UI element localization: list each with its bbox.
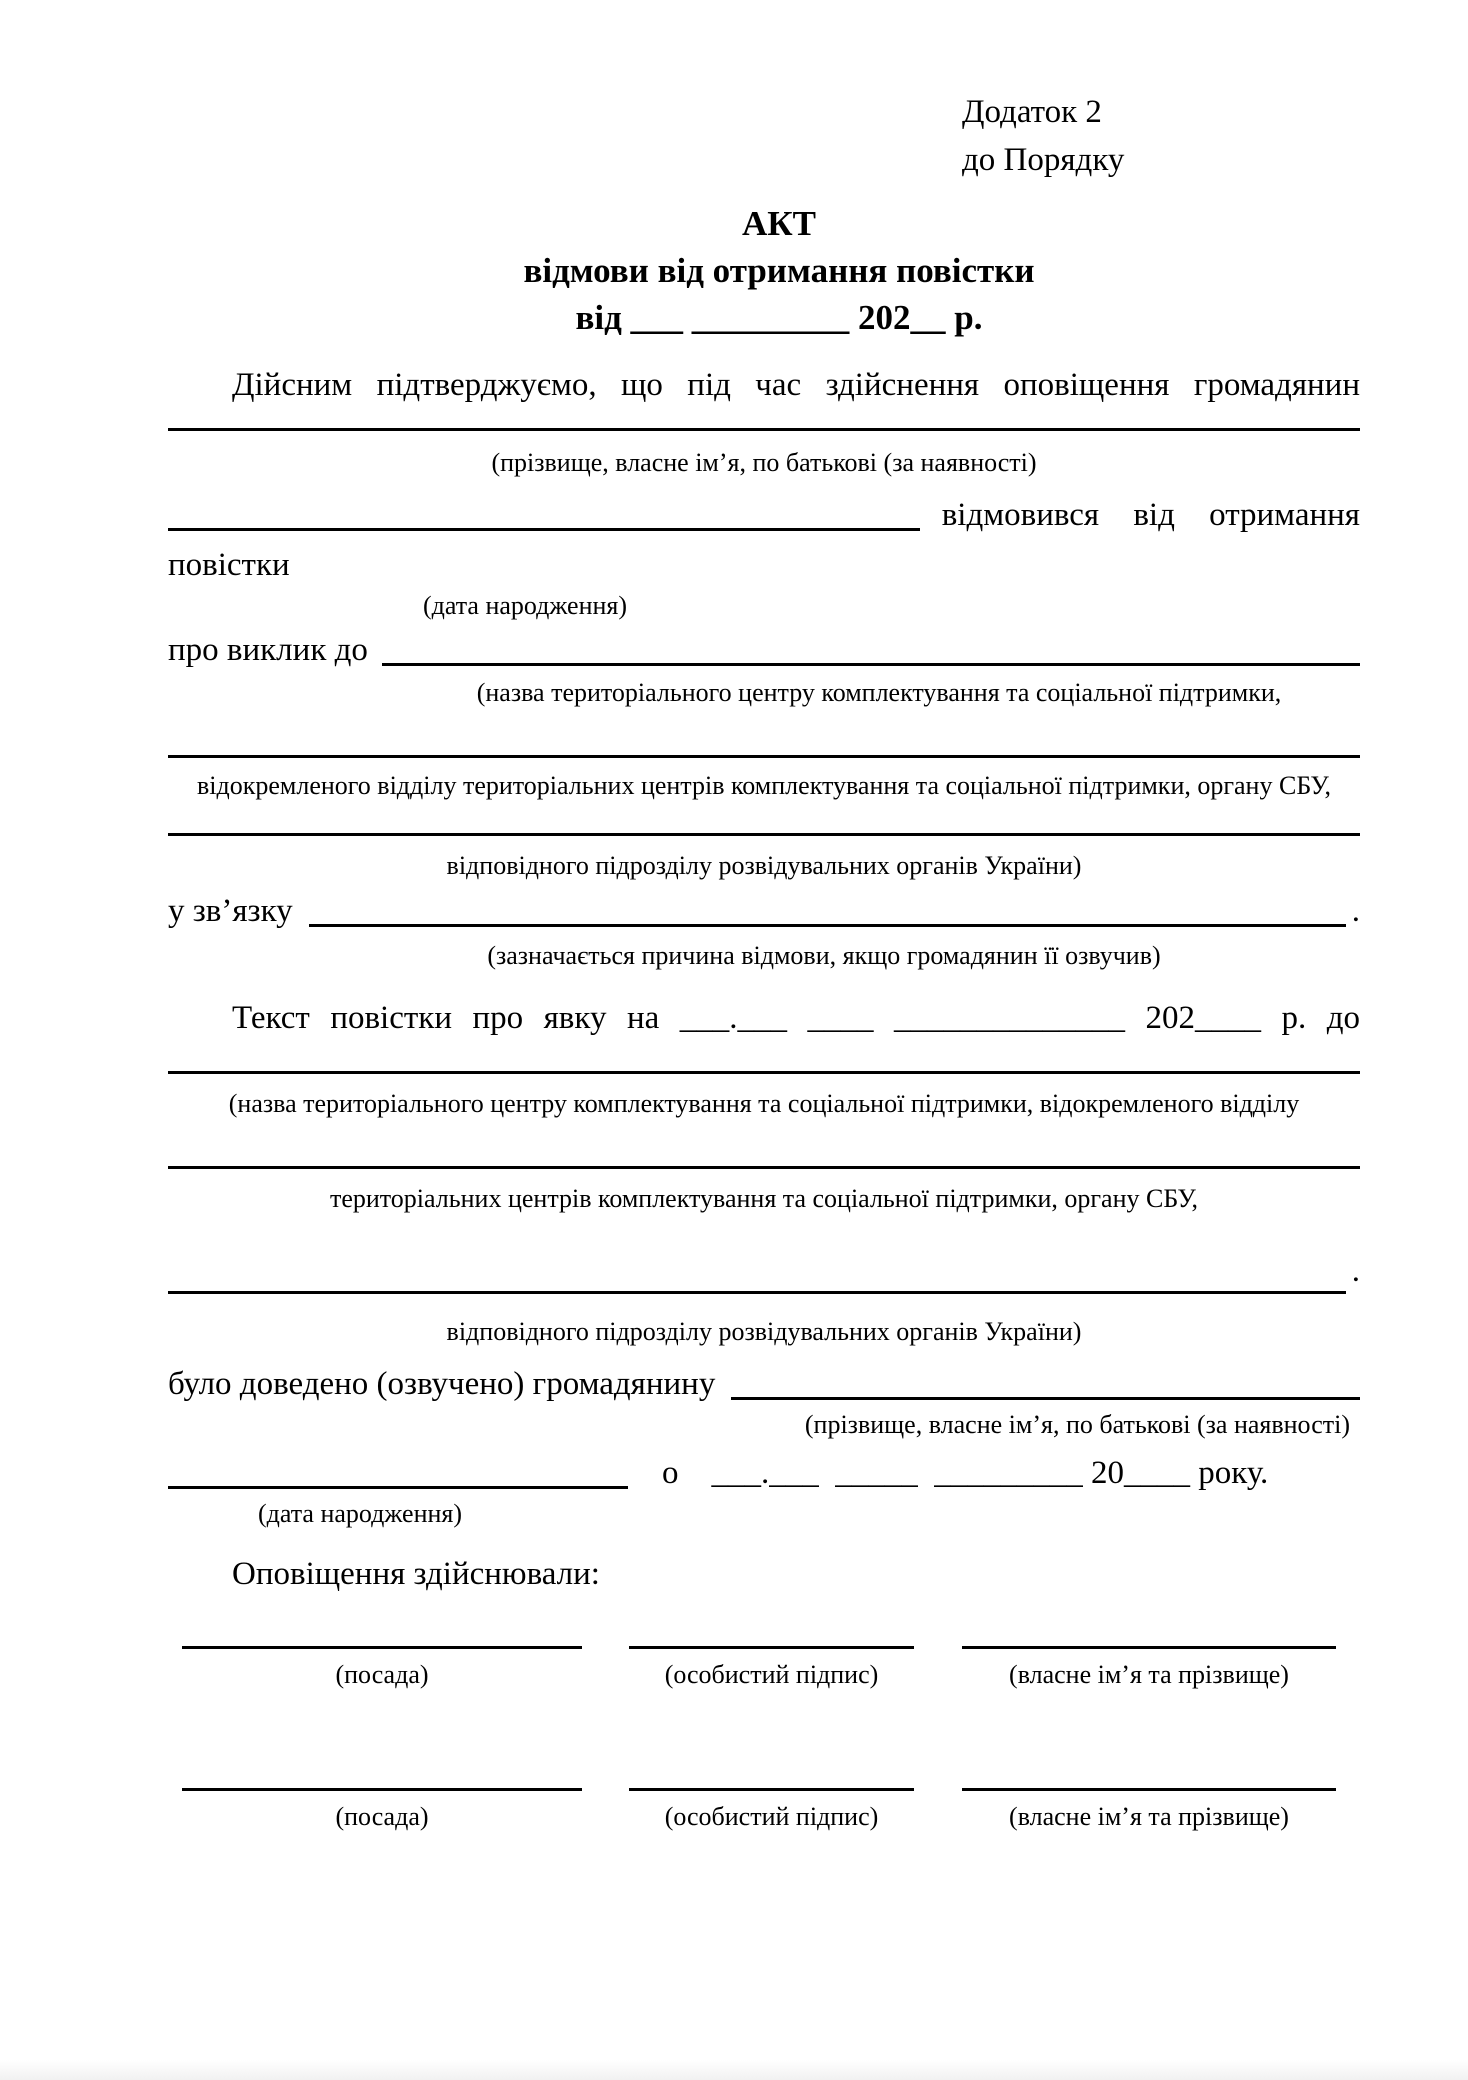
name2-caption: (прізвище, власне ім’я, по батькові (за наявності) bbox=[804, 1410, 1350, 1439]
reason-caption: (зазначається причина відмови, якщо громадянин її озвучив) bbox=[487, 941, 1161, 970]
position-blank-line-1 bbox=[182, 1646, 582, 1649]
tck-caption-2: відокремленого відділу територіальних центрів комплектування та соціальної підтримки, органу СБУ, bbox=[197, 771, 1331, 800]
tck-caption-3: відповідного підрозділу розвідувальних органів України) bbox=[446, 851, 1082, 880]
position-blank-line-2 bbox=[182, 1788, 582, 1791]
name-caption-2: (власне ім’я та прізвище) bbox=[1009, 1802, 1289, 1831]
position-caption-1: (посада) bbox=[335, 1660, 429, 1689]
tck2-blank-line-3 bbox=[168, 1291, 1346, 1294]
refused-text-2: повістки bbox=[168, 547, 290, 583]
signature-position-2 bbox=[182, 1788, 582, 1835]
dob-blank-line bbox=[168, 528, 920, 531]
sign-blank-line-2 bbox=[629, 1788, 914, 1791]
tck2-blank-row-3 bbox=[168, 1249, 1360, 1294]
performed-by-heading: Оповіщення здійснювали: bbox=[232, 1556, 600, 1592]
reason-period: . bbox=[1351, 893, 1360, 929]
tck2-blank-line-1 bbox=[168, 1071, 1360, 1074]
tck2-caption-1: (назва територіального центру комплектування та соціальної підтримки, відокремленого відділу bbox=[228, 1089, 1300, 1118]
refused-row bbox=[168, 493, 1360, 538]
dob-caption: (дата народження) bbox=[423, 591, 628, 620]
name2-blank-line bbox=[731, 1397, 1360, 1400]
document-title bbox=[168, 200, 1360, 341]
name-blank-line-2 bbox=[962, 1788, 1336, 1791]
tck2-blank-line-2 bbox=[168, 1166, 1360, 1169]
page-bottom-edge bbox=[0, 2060, 1468, 2080]
tck-caption-1: (назва територіального центру комплектування та соціальної підтримки, bbox=[476, 678, 1282, 707]
tck-blank-line-3 bbox=[168, 833, 1360, 836]
tck2-caption-3: відповідного підрозділу розвідувальних органів України) bbox=[446, 1317, 1082, 1346]
tck-blank-line-2 bbox=[168, 755, 1360, 758]
appendix-line-1: Додаток 2 bbox=[962, 94, 1102, 130]
signature-position-1 bbox=[182, 1646, 582, 1693]
announced-row bbox=[168, 1362, 1360, 1407]
reason-row bbox=[168, 889, 1360, 934]
sign-blank-line-1 bbox=[629, 1646, 914, 1649]
sign-caption-1: (особистий підпис) bbox=[664, 1660, 879, 1689]
title-line-3: від ___ _________ 202__ р. bbox=[575, 298, 983, 337]
title-line-1: АКТ bbox=[742, 204, 816, 243]
signature-name-1 bbox=[962, 1646, 1336, 1693]
call-row bbox=[168, 628, 1360, 673]
call-label: про виклик до bbox=[168, 632, 368, 668]
announced-label: було доведено (озвучено) громадянину bbox=[168, 1366, 716, 1402]
signature-row-2 bbox=[182, 1788, 1360, 1835]
tck-blank-line-1 bbox=[382, 663, 1360, 666]
name-caption: (прізвище, власне ім’я, по батькові (за наявності) bbox=[491, 448, 1037, 477]
signature-name-2 bbox=[962, 1788, 1336, 1835]
appendix-note bbox=[962, 88, 1124, 184]
dob2-caption: (дата народження) bbox=[258, 1499, 463, 1528]
tck2-period: . bbox=[1351, 1253, 1360, 1289]
sign-caption-2: (особистий підпис) bbox=[664, 1802, 879, 1831]
refused-text: відмовився від отримання bbox=[941, 497, 1360, 533]
title-line-2: відмови від отримання повістки bbox=[523, 251, 1035, 290]
name-blank-line-1 bbox=[962, 1646, 1336, 1649]
reason-label: у зв’язку bbox=[168, 893, 293, 929]
intro-paragraph: Дійсним підтверджуємо, що під час здійснення оповіщення громадянин bbox=[232, 367, 1360, 403]
time-text: о ___.___ _____ _________ 20____ року. bbox=[662, 1455, 1269, 1491]
appendix-line-2: до Порядку bbox=[962, 142, 1125, 178]
name-blank-line bbox=[168, 428, 1360, 431]
tck2-caption-2: територіальних центрів комплектування та соціальної підтримки, органу СБУ, bbox=[329, 1184, 1199, 1213]
name-caption-1: (власне ім’я та прізвище) bbox=[1009, 1660, 1289, 1689]
document-content bbox=[0, 88, 1468, 1835]
signature-sign-1 bbox=[629, 1646, 914, 1693]
reason-blank-line bbox=[309, 924, 1346, 927]
signature-row-1 bbox=[182, 1646, 1360, 1693]
position-caption-2: (посада) bbox=[335, 1802, 429, 1831]
dob2-blank-line bbox=[168, 1486, 628, 1489]
time-row bbox=[168, 1451, 1360, 1496]
summon-text-line: Текст повістки про явку на ___.___ ____ ______________ 202____ р. до bbox=[232, 1000, 1360, 1036]
signature-sign-2 bbox=[629, 1788, 914, 1835]
